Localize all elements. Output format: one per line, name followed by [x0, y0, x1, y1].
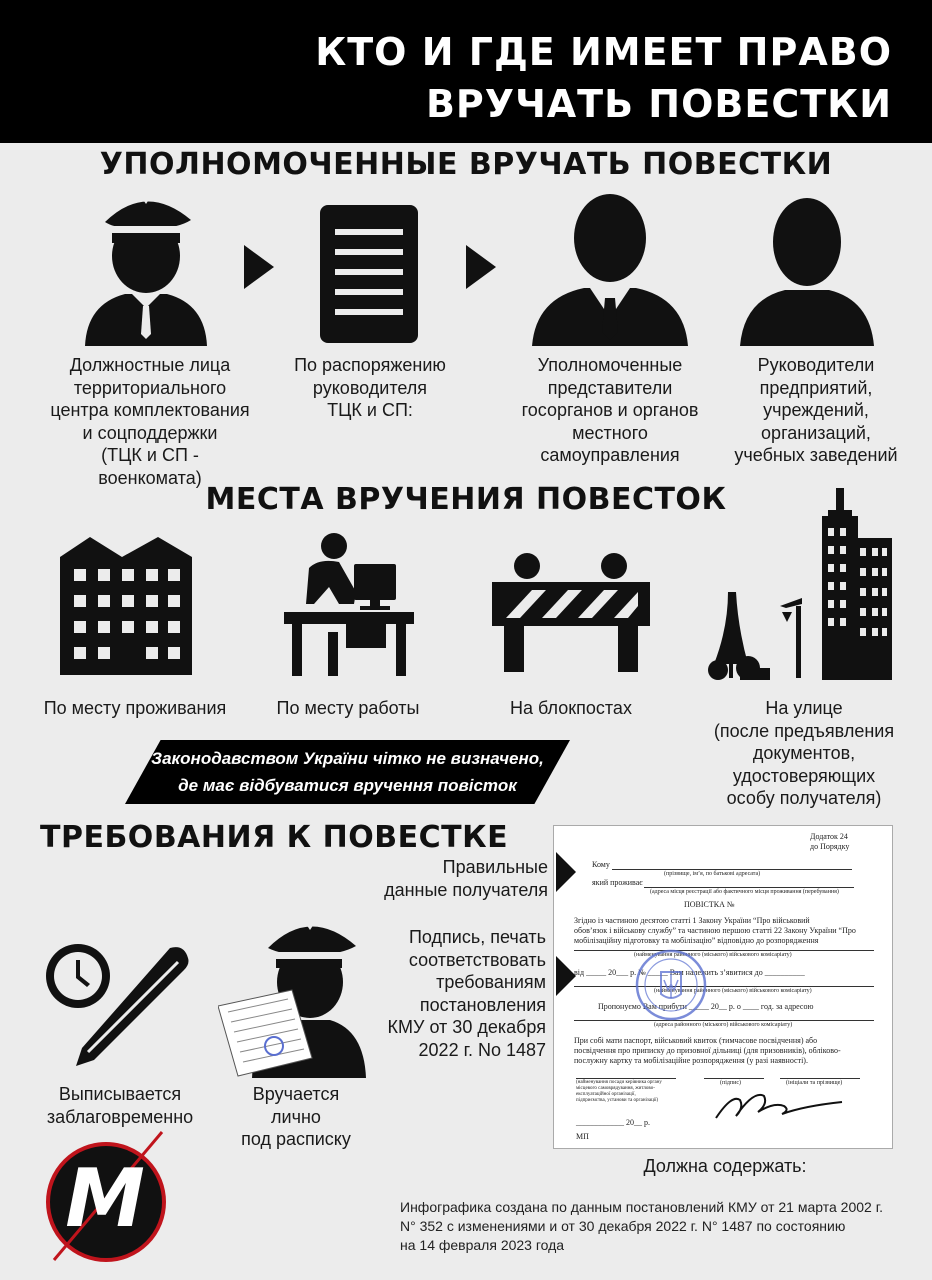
title-line-1: КТО И ГДЕ ИМЕЕТ ПРАВО [315, 30, 892, 74]
page-title [192, 26, 892, 130]
summons-bottom-date: ____________ 20__ р. [576, 1118, 650, 1127]
arrow-right-icon [244, 245, 274, 289]
summons-arrive-line: Пропонуємо Вам прибути _____ 20__ р. о ____ год. за адресою [598, 1002, 814, 1011]
address-line [644, 887, 854, 888]
document-icon [320, 205, 418, 343]
legal-note-text: Законодавством України чітко не визначено, де має відбуватися вручення повісток [151, 749, 544, 795]
resides-label: який проживає [592, 878, 643, 887]
places-caption-2: По месту работы [276, 698, 420, 718]
official-suit-icon [532, 186, 688, 346]
appendix-label: Додаток 24 до Порядку [810, 832, 850, 851]
summons-date-line: від _____ 20___ р. № _____ Вам належить з’явитися до __________ [574, 968, 805, 977]
arrow-right-icon [466, 245, 496, 289]
places-caption-4: На улице (после предъявления документов, удостоверяющих особу получателя) [713, 698, 895, 808]
summons-number-title: ПОВІСТКА № [684, 900, 735, 909]
signature-stamp-label: Подпись, печать соответствовать требованиям постановления КМУ от 30 декабря 2022 г. No 1487 [387, 927, 546, 1060]
person-icon [740, 190, 874, 346]
summons-document: Додаток 24 до Порядку Кому (прізвище, ім’я, по батькові адресата) який проживає (адреса місця реєстрації або фактичного місця проживання (перебування) ПОВІСТКА № Згідно із частиною десятою статті 1 Закону України “Про військовий обов’язок і військову службу” та частиною першою статті 22 Закону України “Про мобілізаційну підготовку та мобілізацію” відповідно до розпорядження (найменування районного (міського) військового комісаріату) від _____ 20___ р. № _____ Вам належить з’явитися до __________ (найменування районного (міського) військового комісаріату) Пропонуємо Вам прибути _____ 20__ р. о ____ год. за адресою (адреса районного (міського) військового комісаріату) При собі мати паспорт, військовий квиток (тимчасове посвідчення) або посвідчення про приписку до призовної дільниці (для призовників), обліково- послужну картку та мобілізаційне розпорядження (у разі наявності). (найменування посади керівника органу місцевого самоврядування, житлово- експлуатаційної організації, підприємства, установи та організації) (підпис) (ініціали та прізвище) ____________ 20__ р. МП [553, 825, 893, 1149]
summons-carry-text: При собі мати паспорт, військовий квиток (тимчасове посвідчення) або посвідчення про приписку до призовної дільниці (для призовників), обліково- послужну картку та мобілізаційне розпорядження (у разі наявності). [574, 1036, 841, 1065]
authorized-caption-3: Уполномоченные представители госорганов и органов местного самоуправления [521, 355, 699, 465]
places-caption-1: По месту проживания [43, 698, 227, 718]
signature-icon [714, 1088, 844, 1122]
signatory-position-hint: (найменування посади керівника органу місцевого самоврядування, житлово- експлуатаційної організації, підприємства, установи та організації) [576, 1080, 662, 1103]
recipient-to-label: Кому [592, 860, 610, 869]
roadblock-icon [492, 548, 650, 672]
requirements-section-title: ТРЕБОВАНИЯ К ПОВЕСТКЕ [40, 820, 509, 855]
authorized-caption-1: Должностные лица территориального центра комплектования и соцподдержки (ТЦК и СП - военкомата) [50, 355, 250, 488]
title-line-2: ВРУЧАТЬ ПОВЕСТКИ [425, 82, 892, 126]
requirement-caption-2: Вручается лично под расписку [241, 1084, 351, 1149]
apartment-building-icon [60, 537, 192, 675]
authorized-caption-4: Руководители предприятий, учреждений, организаций, учебных заведений [734, 355, 898, 465]
must-contain-label: Должна содержать: [643, 1156, 807, 1176]
official-stamp-icon [634, 948, 708, 1022]
officer-handing-document-icon [218, 900, 368, 1078]
authorized-caption-2: По распоряжению руководителя ТЦК и СП: [294, 355, 446, 420]
pointer-triangle-icon [556, 956, 576, 996]
recipient-data-label: Правильные данные получателя [384, 857, 548, 900]
office-worker-icon [284, 532, 414, 678]
authorized-section-title: УПОЛНОМОЧЕННЫЕ ВРУЧАТЬ ПОВЕСТКИ [99, 147, 833, 182]
requirement-caption-1: Выписывается заблаговременно [46, 1084, 194, 1127]
source-footnote: Инфографика создана по данным постановлений КМУ от 21 марта 2002 г. N° 352 с изменениями и от 30 декабря 2022 г. N° 1487 по состоянию на 14 февраля 2023 года [400, 1199, 883, 1253]
city-street-icon [702, 488, 892, 680]
pointer-triangle-icon [556, 852, 576, 892]
summons-body-text: Згідно із частиною десятою статті 1 Закону України “Про військовий обов’язок і військову службу” та частиною першою статті 22 Закону України “Про мобілізаційну підготовку та мобілізацію” відповідно до розпорядження [574, 916, 856, 945]
places-caption-3: На блокпостах [510, 698, 632, 718]
logo-letter: M [65, 1152, 145, 1245]
recipient-line [612, 869, 852, 870]
stamp-label: МП [576, 1132, 589, 1141]
clock-pen-icon [42, 940, 194, 1068]
officer-icon [75, 186, 217, 346]
places-section-title: МЕСТА ВРУЧЕНИЯ ПОВЕСТОК [205, 482, 727, 517]
